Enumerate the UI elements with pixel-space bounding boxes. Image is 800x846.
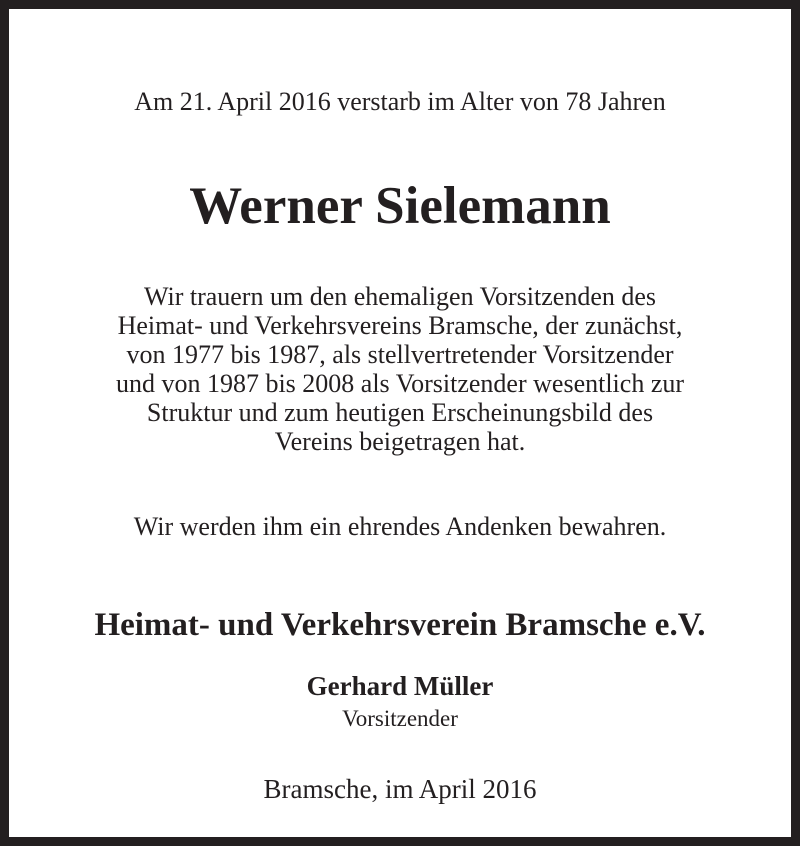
deceased-name: Werner Sielemann — [189, 177, 611, 235]
death-announcement: Am 21. April 2016 verstarb im Alter von 78 Jahren — [134, 87, 666, 116]
tribute-line: Struktur und zum heutigen Erscheinungsbild des — [146, 398, 654, 427]
tribute-line: von 1977 bis 1987, als stellvertretender Vorsitzender — [126, 340, 674, 369]
place-date: Bramsche, im April 2016 — [263, 774, 537, 804]
tribute-line: Heimat- und Verkehrsvereins Bramsche, der zunächst, — [117, 311, 683, 340]
signer-name: Gerhard Müller — [306, 671, 494, 701]
organization-name: Heimat- und Verkehrsverein Bramsche e.V. — [94, 607, 706, 643]
signer-role: Vorsitzender — [342, 706, 458, 731]
tribute-line: und von 1987 bis 2008 als Vorsitzender wesentlich zur — [115, 369, 685, 398]
tribute-line: Vereins beigetragen hat. — [274, 427, 526, 456]
closing-text: Wir werden ihm ein ehrendes Andenken bewahren. — [133, 512, 667, 541]
tribute-text — [0, 282, 800, 456]
tribute-line: Wir trauern um den ehemaligen Vorsitzenden des — [143, 282, 657, 311]
